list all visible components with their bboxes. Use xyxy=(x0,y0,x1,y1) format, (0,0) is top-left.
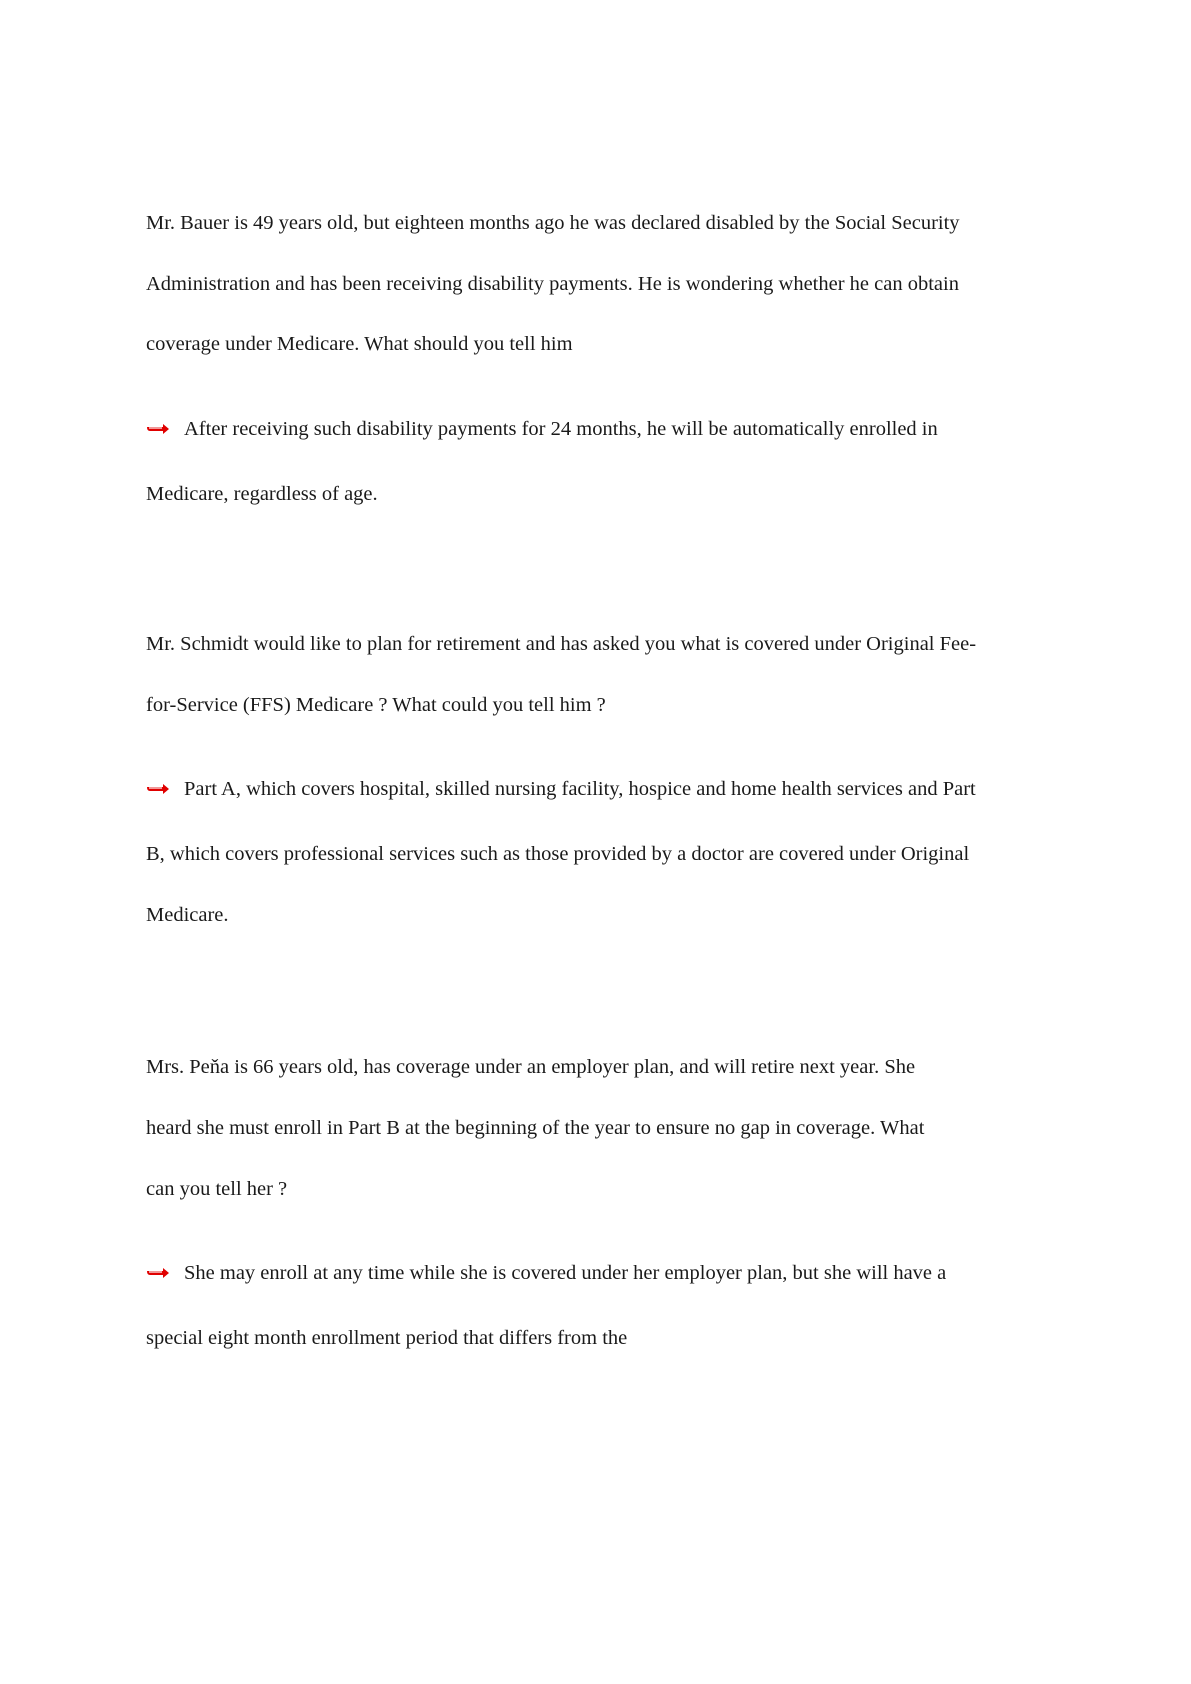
question-3-line-1: Mrs. Peňa is 66 years old, has coverage under an employer plan, and will retire next year. She xyxy=(146,1056,916,1078)
answer-2-text-1: Part A, which covers hospital, skilled nursing facility, hospice and home health services and Part xyxy=(184,778,976,800)
question-1-line-1: Mr. Bauer is 49 years old, but eighteen months ago he was declared disabled by the Social Security xyxy=(146,212,960,234)
question-3-line-3: can you tell her ? xyxy=(146,1178,288,1200)
question-2-line-1: Mr. Schmidt would like to plan for retirement and has asked you what is covered under Original Fee- xyxy=(146,633,977,655)
red-hooked-arrow-icon xyxy=(146,422,170,436)
answer-2-line-3: Medicare. xyxy=(146,904,229,926)
question-1-line-3: coverage under Medicare. What should you tell him xyxy=(146,333,573,355)
answer-1-line-2: Medicare, regardless of age. xyxy=(146,483,378,505)
answer-1-line-1 xyxy=(146,417,938,441)
answer-2-line-2: B, which covers professional services such as those provided by a doctor are covered under Original xyxy=(146,843,970,865)
red-hooked-arrow-icon xyxy=(146,1266,170,1280)
question-2-line-2: for-Service (FFS) Medicare ? What could you tell him ? xyxy=(146,694,606,716)
answer-3-line-2: special eight month enrollment period that differs from the xyxy=(146,1327,628,1349)
answer-1-text-1: After receiving such disability payments for 24 months, he will be automatically enrolled in xyxy=(184,418,938,440)
question-1-line-2: Administration and has been receiving disability payments. He is wondering whether he can obtain xyxy=(146,273,959,295)
red-hooked-arrow-icon xyxy=(146,782,170,796)
question-3-line-2: heard she must enroll in Part B at the beginning of the year to ensure no gap in coverage. What xyxy=(146,1117,925,1139)
answer-3-line-1 xyxy=(146,1261,946,1285)
answer-3-text-1: She may enroll at any time while she is covered under her employer plan, but she will have a xyxy=(184,1262,947,1284)
answer-2-line-1 xyxy=(146,777,976,801)
